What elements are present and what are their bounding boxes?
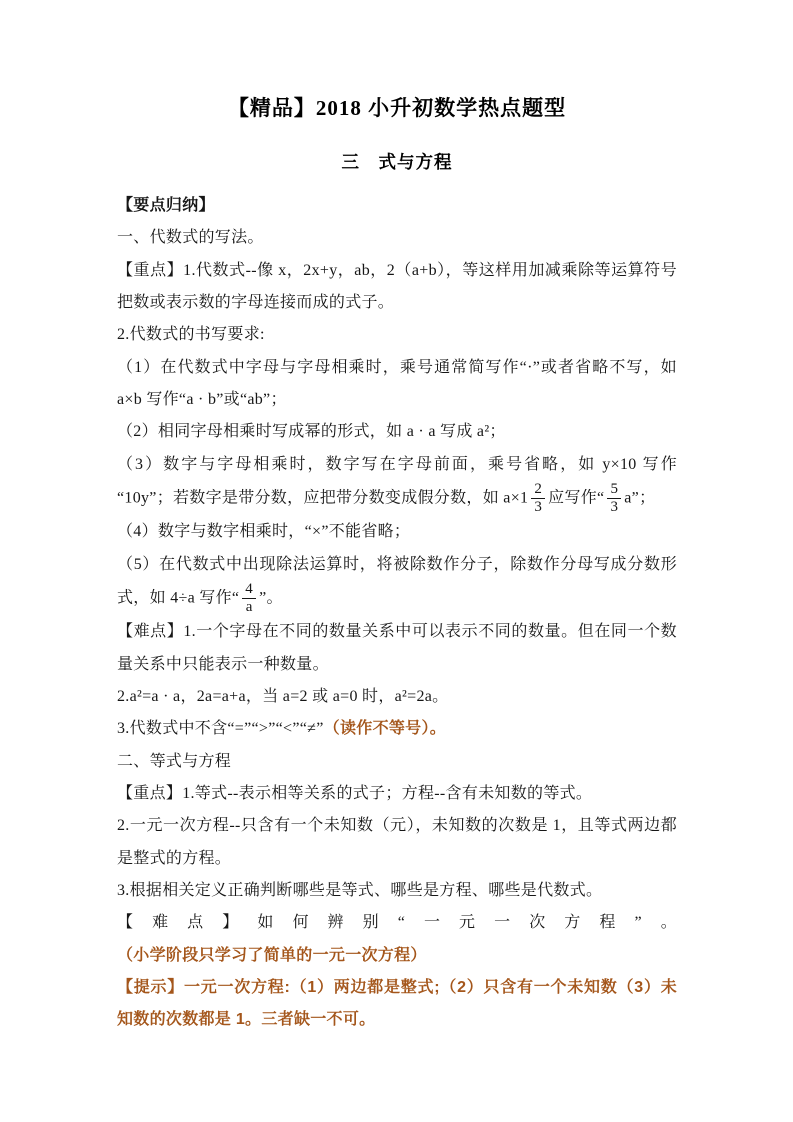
rule5-text-end: ”。 — [259, 589, 283, 607]
section1-rule3 — [117, 449, 677, 517]
section1-rule2: （2）相同字母相乘时写成幂的形式，如 a · a 写成 a²； — [117, 423, 506, 441]
key-points-heading: 【要点归纳】 — [117, 197, 215, 214]
section1-rule1: （1）在代数式中字母与字母相乘时，乘号通常简写作“·”或者省略不写，如 a×b 写作“a · b”或“ab”； — [117, 358, 677, 408]
section2-heading: 二、等式与方程 — [117, 752, 232, 770]
section2-difficulty-orange-note: （小学阶段只学习了简单的一元一次方程） — [117, 946, 427, 964]
section2-difficulty — [117, 907, 677, 972]
difficulty3-orange-note: （读作不等号）。 — [323, 720, 447, 738]
section1-difficulty1: 【难点】1.一个字母在不同的数量关系中可以表示不同的数量。但在同一个数量关系中只能表示一种数量。 — [117, 623, 677, 673]
section1-rule5 — [117, 549, 677, 617]
fraction-two-thirds: $\frac{2}{3}$ — [531, 481, 545, 517]
rule3-text-end: a”； — [624, 489, 656, 507]
section2-key1: 【重点】1.等式--表示相等关系的式子；方程--含有未知数的等式。 — [117, 785, 593, 802]
rule3-text-start: （3）数字与字母相乘时，数字写在字母前面，乘号省略，如 y×10 写作“10y”；若数字是带分数，应把带分数变成假分数，如 a×1 — [117, 455, 677, 507]
section2-difficulty-black-text: 【难点】如何辨别“一元一次方程”。 — [117, 914, 677, 932]
section1-rule4: （4）数字与数字相乘时，“×”不能省略； — [117, 523, 411, 541]
section1-key-paragraph: 【重点】1.代数式--像 x，2x+y，ab，2（a+b），等这样用加减乘除等运算符号把数或表示数的字母连接而成的式子。 — [117, 261, 677, 311]
document-title: 【精品】2018 小升初数学热点题型 — [227, 96, 567, 120]
fraction-five-thirds: $\frac{5}{3}$ — [607, 481, 621, 517]
rule5-text-start: （5）在代数式中出现除法运算时，将被除数作分子，除数作分母写成分数形式，如 4÷a 写作“ — [117, 555, 677, 607]
section2-key3: 3.根据相关定义正确判断哪些是等式、哪些是方程、哪些是代数式。 — [117, 881, 603, 899]
section2-hint: 【提示】一元一次方程:（1）两边都是整式;（2）只含有一个未知数（3）未知数的次数都是 1。三者缺一不可。 — [117, 978, 677, 1029]
difficulty3-black-text: 3.代数式中不含“=”“>”“<”“≠” — [117, 720, 324, 738]
document-subtitle: 三 式与方程 — [341, 152, 453, 172]
section1-difficulty3 — [117, 713, 677, 745]
section2-key2: 2.一元一次方程--只含有一个未知数（元），未知数的次数是 1，且等式两边都是整式的方程。 — [117, 817, 677, 867]
section1-rule-intro: 2.代数式的书写要求: — [117, 326, 265, 344]
section1-difficulty2: 2.a²=a · a，2a=a+a，当 a=2 或 a=0 时，a²=2a。 — [117, 688, 449, 706]
fraction-four-over-a: $\frac{4}{a}$ — [242, 581, 256, 617]
rule3-text-middle: 应写作“ — [548, 489, 605, 507]
section1-heading: 一、代数式的写法。 — [117, 229, 264, 247]
